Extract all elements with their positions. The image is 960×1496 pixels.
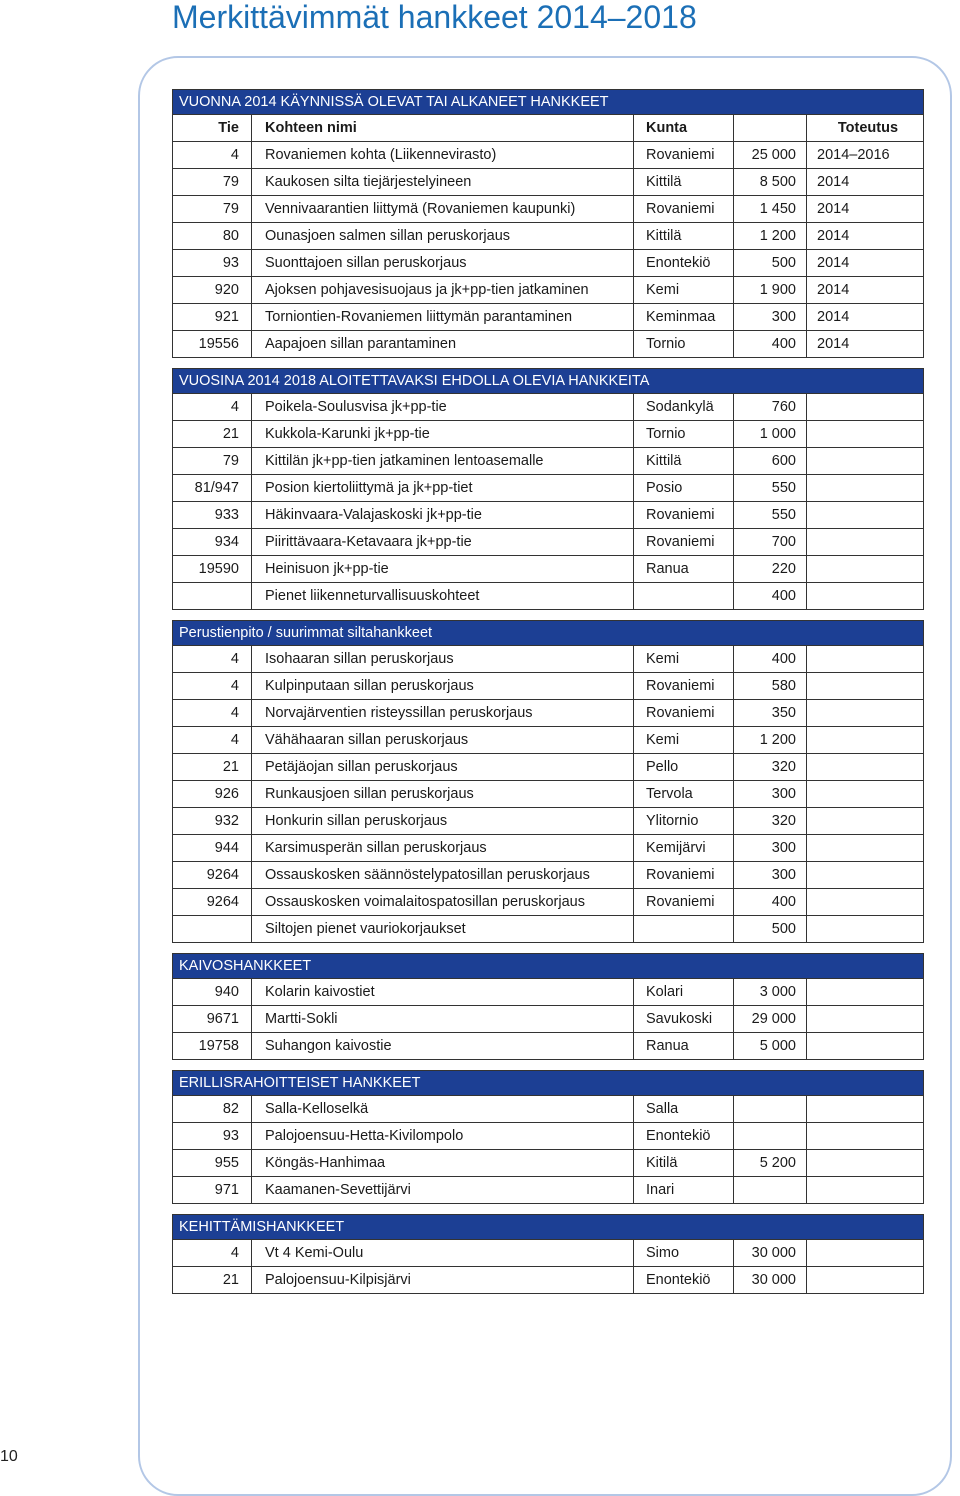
cell-toteutus [807, 421, 924, 448]
cell-summa: 1 200 [734, 223, 807, 250]
section-title: KAIVOSHANKKEET [173, 954, 924, 979]
cell-summa: 300 [734, 862, 807, 889]
cell-nimi: Ossauskosken säännöstelypatosillan peruskorjaus [252, 862, 634, 889]
cell-tie: 82 [173, 1096, 252, 1123]
table-row [173, 889, 924, 916]
cell-tie: 93 [173, 1123, 252, 1150]
cell-summa: 30 000 [734, 1267, 807, 1294]
cell-tie: 932 [173, 808, 252, 835]
cell-summa: 400 [734, 646, 807, 673]
cell-toteutus [807, 1006, 924, 1033]
cell-kunta: Salla [634, 1096, 734, 1123]
cell-tie: 4 [173, 1240, 252, 1267]
cell-nimi: Poikela-Soulusvisa jk+pp-tie [252, 394, 634, 421]
cell-toteutus [807, 1267, 924, 1294]
cell-nimi: Ossauskosken voimalaitospatosillan peruskorjaus [252, 889, 634, 916]
cell-nimi: Karsimusperän sillan peruskorjaus [252, 835, 634, 862]
cell-kunta: Ylitornio [634, 808, 734, 835]
column-header-nimi: Kohteen nimi [252, 115, 634, 142]
cell-summa: 1 200 [734, 727, 807, 754]
cell-nimi: Vennivaarantien liittymä (Rovaniemen kaupunki) [252, 196, 634, 223]
cell-summa: 350 [734, 700, 807, 727]
cell-toteutus [807, 835, 924, 862]
cell-summa: 580 [734, 673, 807, 700]
cell-kunta: Keminmaa [634, 304, 734, 331]
cell-toteutus: 2014 [807, 304, 924, 331]
cell-toteutus [807, 394, 924, 421]
table-row [173, 475, 924, 502]
cell-summa: 700 [734, 529, 807, 556]
cell-kunta: Enontekiö [634, 1123, 734, 1150]
cell-toteutus [807, 502, 924, 529]
cell-summa: 5 000 [734, 1033, 807, 1060]
cell-summa: 550 [734, 502, 807, 529]
cell-kunta: Savukoski [634, 1006, 734, 1033]
cell-kunta: Rovaniemi [634, 889, 734, 916]
cell-nimi: Kulpinputaan sillan peruskorjaus [252, 673, 634, 700]
cell-toteutus [807, 916, 924, 943]
cell-nimi: Rovaniemen kohta (Liikennevirasto) [252, 142, 634, 169]
cell-kunta: Rovaniemi [634, 502, 734, 529]
cell-summa: 5 200 [734, 1150, 807, 1177]
table-row [173, 331, 924, 358]
cell-nimi: Kittilän jk+pp-tien jatkaminen lentoasemalle [252, 448, 634, 475]
cell-summa: 25 000 [734, 142, 807, 169]
cell-nimi: Kolarin kaivostiet [252, 979, 634, 1006]
cell-toteutus [807, 448, 924, 475]
cell-toteutus [807, 1240, 924, 1267]
cell-summa: 600 [734, 448, 807, 475]
cell-kunta: Tornio [634, 331, 734, 358]
cell-tie: 926 [173, 781, 252, 808]
section-title: VUOSINA 2014 2018 ALOITETTAVAKSI EHDOLLA OLEVIA HANKKEITA [173, 369, 924, 394]
cell-toteutus: 2014 [807, 250, 924, 277]
cell-kunta: Enontekiö [634, 1267, 734, 1294]
cell-summa: 220 [734, 556, 807, 583]
cell-kunta: Kemi [634, 727, 734, 754]
cell-tie: 9264 [173, 862, 252, 889]
cell-nimi: Siltojen pienet vauriokorjaukset [252, 916, 634, 943]
cell-kunta: Kittilä [634, 448, 734, 475]
cell-tie: 4 [173, 142, 252, 169]
cell-summa: 760 [734, 394, 807, 421]
table-row [173, 502, 924, 529]
cell-tie: 21 [173, 421, 252, 448]
cell-toteutus: 2014 [807, 169, 924, 196]
cell-kunta: Rovaniemi [634, 529, 734, 556]
cell-kunta: Rovaniemi [634, 673, 734, 700]
cell-tie: 9264 [173, 889, 252, 916]
table-row [173, 223, 924, 250]
cell-summa: 30 000 [734, 1240, 807, 1267]
cell-toteutus: 2014 [807, 196, 924, 223]
cell-toteutus: 2014 [807, 223, 924, 250]
cell-tie: 4 [173, 646, 252, 673]
column-header-row [173, 115, 924, 142]
section-gap [173, 943, 924, 954]
section-header [173, 954, 924, 979]
cell-kunta: Posio [634, 475, 734, 502]
cell-summa: 500 [734, 250, 807, 277]
section-header [173, 1215, 924, 1240]
cell-tie: 933 [173, 502, 252, 529]
cell-tie: 920 [173, 277, 252, 304]
cell-kunta: Kemi [634, 646, 734, 673]
table-row [173, 862, 924, 889]
cell-nimi: Vähähaaran sillan peruskorjaus [252, 727, 634, 754]
cell-toteutus [807, 862, 924, 889]
cell-kunta [634, 583, 734, 610]
cell-summa: 500 [734, 916, 807, 943]
page-title: Merkittävimmät hankkeet 2014–2018 [172, 0, 697, 35]
cell-nimi: Norvajärventien risteyssillan peruskorjaus [252, 700, 634, 727]
cell-nimi: Kukkola-Karunki jk+pp-tie [252, 421, 634, 448]
cell-kunta: Enontekiö [634, 250, 734, 277]
cell-summa: 550 [734, 475, 807, 502]
table-row [173, 1033, 924, 1060]
cell-tie: 921 [173, 304, 252, 331]
table-row [173, 448, 924, 475]
cell-tie: 944 [173, 835, 252, 862]
cell-kunta [634, 916, 734, 943]
table-row [173, 727, 924, 754]
cell-kunta: Kemi [634, 277, 734, 304]
table-row [173, 1150, 924, 1177]
cell-kunta: Kitilä [634, 1150, 734, 1177]
cell-summa: 400 [734, 331, 807, 358]
table-row [173, 754, 924, 781]
column-header-toteutus: Toteutus [807, 115, 924, 142]
table-row [173, 1177, 924, 1204]
cell-tie: 80 [173, 223, 252, 250]
cell-nimi: Petäjäojan sillan peruskorjaus [252, 754, 634, 781]
table-row [173, 556, 924, 583]
cell-toteutus [807, 673, 924, 700]
cell-summa [734, 1096, 807, 1123]
table-row [173, 169, 924, 196]
table-row [173, 142, 924, 169]
cell-summa: 320 [734, 754, 807, 781]
cell-summa: 1 450 [734, 196, 807, 223]
section-header [173, 1071, 924, 1096]
cell-nimi: Suhangon kaivostie [252, 1033, 634, 1060]
section-gap [173, 610, 924, 621]
section-title: Perustienpito / suurimmat siltahankkeet [173, 621, 924, 646]
cell-nimi: Vt 4 Kemi-Oulu [252, 1240, 634, 1267]
cell-tie: 81/947 [173, 475, 252, 502]
cell-summa: 400 [734, 889, 807, 916]
table-row [173, 835, 924, 862]
cell-summa: 1 900 [734, 277, 807, 304]
table-row [173, 700, 924, 727]
cell-kunta: Inari [634, 1177, 734, 1204]
cell-nimi: Ounasjoen salmen sillan peruskorjaus [252, 223, 634, 250]
section-header [173, 90, 924, 115]
section-gap [173, 1060, 924, 1071]
cell-kunta: Kittilä [634, 169, 734, 196]
cell-toteutus [807, 1096, 924, 1123]
cell-nimi: Pienet liikenneturvallisuuskohteet [252, 583, 634, 610]
cell-nimi: Aapajoen sillan parantaminen [252, 331, 634, 358]
cell-summa: 300 [734, 304, 807, 331]
cell-summa: 29 000 [734, 1006, 807, 1033]
cell-tie: 79 [173, 448, 252, 475]
cell-toteutus [807, 475, 924, 502]
table-row [173, 196, 924, 223]
cell-toteutus [807, 646, 924, 673]
gap-cell [173, 1204, 924, 1215]
cell-nimi: Salla-Kelloselkä [252, 1096, 634, 1123]
cell-kunta: Tervola [634, 781, 734, 808]
cell-toteutus [807, 1177, 924, 1204]
cell-toteutus [807, 1123, 924, 1150]
section-gap [173, 358, 924, 369]
table-row [173, 583, 924, 610]
table-row [173, 277, 924, 304]
cell-nimi: Runkausjoen sillan peruskorjaus [252, 781, 634, 808]
cell-toteutus [807, 889, 924, 916]
cell-summa: 300 [734, 835, 807, 862]
table-row [173, 1123, 924, 1150]
cell-kunta: Rovaniemi [634, 862, 734, 889]
cell-nimi: Palojoensuu-Hetta-Kivilompolo [252, 1123, 634, 1150]
table-row [173, 781, 924, 808]
cell-summa: 3 000 [734, 979, 807, 1006]
table-row [173, 529, 924, 556]
cell-tie: 9671 [173, 1006, 252, 1033]
cell-toteutus [807, 979, 924, 1006]
cell-nimi: Kaamanen-Sevettijärvi [252, 1177, 634, 1204]
cell-toteutus [807, 781, 924, 808]
cell-tie: 4 [173, 673, 252, 700]
cell-tie: 79 [173, 196, 252, 223]
table-row [173, 646, 924, 673]
cell-kunta: Simo [634, 1240, 734, 1267]
gap-cell [173, 610, 924, 621]
table-row [173, 304, 924, 331]
cell-nimi: Köngäs-Hanhimaa [252, 1150, 634, 1177]
cell-nimi: Piirittävaara-Ketavaara jk+pp-tie [252, 529, 634, 556]
cell-tie: 19590 [173, 556, 252, 583]
cell-kunta: Kittilä [634, 223, 734, 250]
column-header-kunta: Kunta [634, 115, 734, 142]
cell-toteutus: 2014 [807, 331, 924, 358]
cell-toteutus [807, 556, 924, 583]
table-row [173, 979, 924, 1006]
table-row [173, 1096, 924, 1123]
cell-toteutus: 2014–2016 [807, 142, 924, 169]
cell-nimi: Isohaaran sillan peruskorjaus [252, 646, 634, 673]
cell-toteutus [807, 754, 924, 781]
section-title: VUONNA 2014 KÄYNNISSÄ OLEVAT TAI ALKANEET HANKKEET [173, 90, 924, 115]
cell-tie: 4 [173, 394, 252, 421]
cell-toteutus [807, 808, 924, 835]
cell-nimi: Ajoksen pohjavesisuojaus ja jk+pp-tien jatkaminen [252, 277, 634, 304]
cell-kunta: Sodankylä [634, 394, 734, 421]
cell-nimi: Kaukosen silta tiejärjestelyineen [252, 169, 634, 196]
cell-tie: 21 [173, 754, 252, 781]
cell-tie: 93 [173, 250, 252, 277]
cell-tie [173, 916, 252, 943]
cell-nimi: Martti-Sokli [252, 1006, 634, 1033]
cell-kunta: Ranua [634, 556, 734, 583]
cell-nimi: Torniontien-Rovaniemen liittymän parantaminen [252, 304, 634, 331]
cell-toteutus [807, 1033, 924, 1060]
table-row [173, 1240, 924, 1267]
cell-toteutus [807, 1150, 924, 1177]
cell-nimi: Heinisuon jk+pp-tie [252, 556, 634, 583]
section-title: KEHITTÄMISHANKKEET [173, 1215, 924, 1240]
cell-tie: 21 [173, 1267, 252, 1294]
cell-nimi: Posion kiertoliittymä ja jk+pp-tiet [252, 475, 634, 502]
table-row [173, 1006, 924, 1033]
cell-toteutus [807, 727, 924, 754]
table-row [173, 394, 924, 421]
cell-summa: 400 [734, 583, 807, 610]
cell-tie: 940 [173, 979, 252, 1006]
cell-toteutus: 2014 [807, 277, 924, 304]
cell-kunta: Kolari [634, 979, 734, 1006]
cell-summa: 300 [734, 781, 807, 808]
section-header [173, 621, 924, 646]
cell-tie: 955 [173, 1150, 252, 1177]
cell-kunta: Rovaniemi [634, 700, 734, 727]
cell-tie [173, 583, 252, 610]
cell-summa: 8 500 [734, 169, 807, 196]
column-header-summa [734, 115, 807, 142]
cell-tie: 971 [173, 1177, 252, 1204]
section-gap [173, 1204, 924, 1215]
cell-toteutus [807, 583, 924, 610]
cell-kunta: Pello [634, 754, 734, 781]
cell-nimi: Häkinvaara-Valajaskoski jk+pp-tie [252, 502, 634, 529]
cell-tie: 79 [173, 169, 252, 196]
cell-nimi: Palojoensuu-Kilpisjärvi [252, 1267, 634, 1294]
page-number: 10 [0, 1448, 18, 1465]
cell-tie: 4 [173, 700, 252, 727]
cell-toteutus [807, 700, 924, 727]
cell-kunta: Rovaniemi [634, 196, 734, 223]
table-row [173, 673, 924, 700]
section-header [173, 369, 924, 394]
cell-kunta: Ranua [634, 1033, 734, 1060]
cell-kunta: Rovaniemi [634, 142, 734, 169]
table-row [173, 250, 924, 277]
cell-nimi: Suonttajoen sillan peruskorjaus [252, 250, 634, 277]
cell-summa [734, 1177, 807, 1204]
column-header-tie: Tie [173, 115, 252, 142]
gap-cell [173, 1060, 924, 1071]
cell-tie: 4 [173, 727, 252, 754]
gap-cell [173, 943, 924, 954]
cell-summa: 320 [734, 808, 807, 835]
cell-tie: 19758 [173, 1033, 252, 1060]
cell-tie: 19556 [173, 331, 252, 358]
table-row [173, 916, 924, 943]
table-row [173, 1267, 924, 1294]
gap-cell [173, 358, 924, 369]
cell-summa: 1 000 [734, 421, 807, 448]
cell-kunta: Kemijärvi [634, 835, 734, 862]
table-row [173, 421, 924, 448]
table-row [173, 808, 924, 835]
cell-toteutus [807, 529, 924, 556]
cell-nimi: Honkurin sillan peruskorjaus [252, 808, 634, 835]
cell-kunta: Tornio [634, 421, 734, 448]
cell-summa [734, 1123, 807, 1150]
cell-tie: 934 [173, 529, 252, 556]
projects-table [172, 89, 924, 1294]
section-title: ERILLISRAHOITTEISET HANKKEET [173, 1071, 924, 1096]
